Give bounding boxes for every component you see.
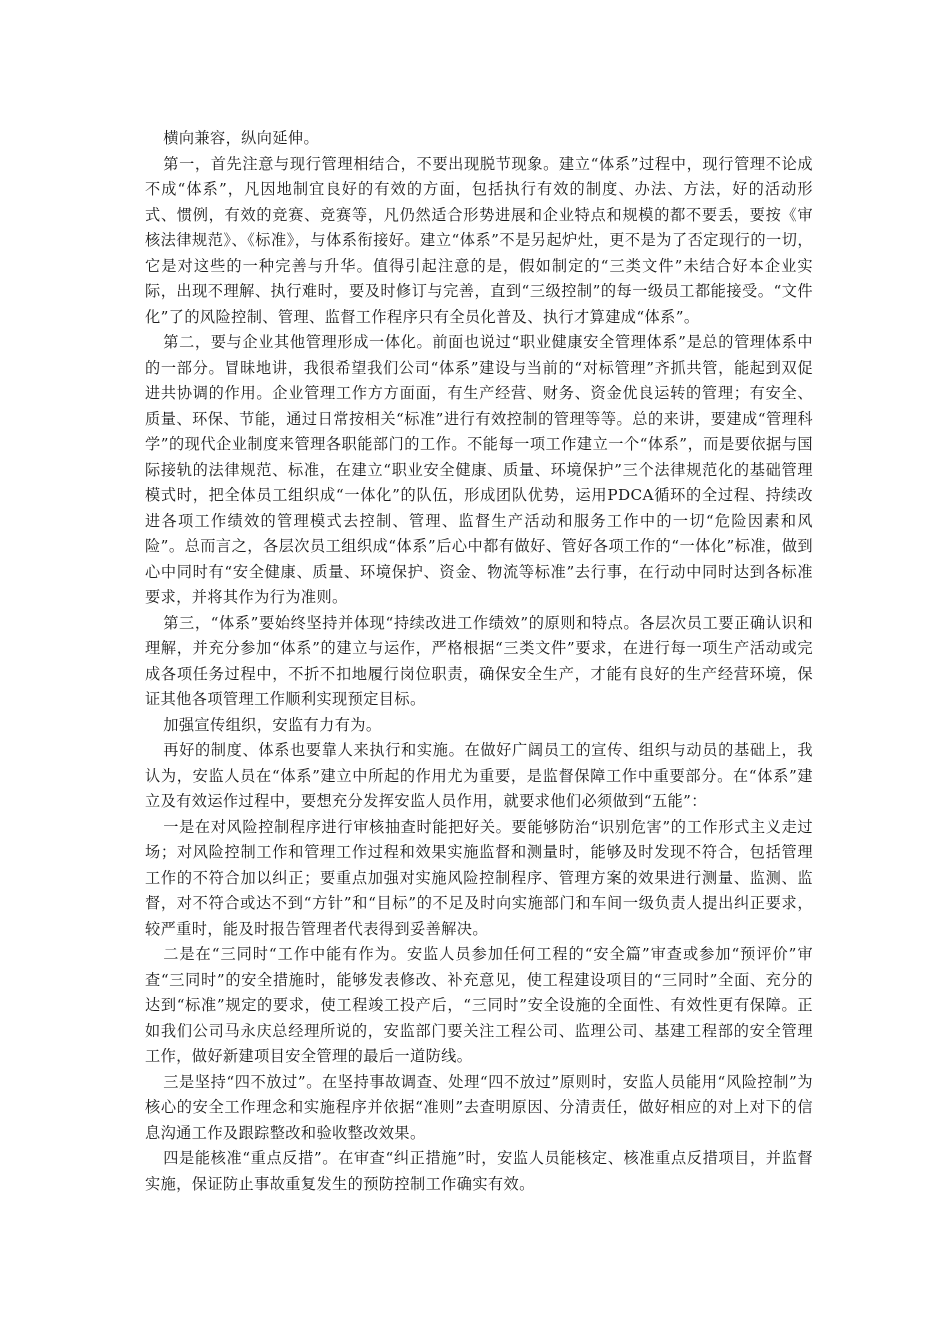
paragraph-first: 第一，首先注意与现行管理相结合，不要出现脱节现象。建立“体系”过程中，现行管理不论成不成“体系”，凡因地制宜良好的有效的方面，包括执行有效的制度、办法、方法，好的活动形式、惯例，有效的竞赛、竞赛等，凡仍然适合形势进展和企业特点和规模的都不要丢，要按《审核法律规范》、《标准》，与体系衔接好。建立“体系”不是另起炉灶，更不是为了否定现行的一切，它是对这些的一种完善与升华。值得引起注意的是，假如制定的“三类文件”未结合好本企业实际，出现不理解、执行难时，要及时修订与完善，直到“三级控制”的每一级员工都能接受。“文件化”了的风险控制、管理、监督工作程序只有全员化普及、执行才算建成“体系”。 xyxy=(145,154,813,326)
paragraph-intro: 横向兼容，纵向延伸。 xyxy=(163,129,320,147)
paragraph-ability-two: 二是在“三同时“工作中能有作为。安监人员参加任何工程的“安全篇”审查或参加“预评价”审查“三同时”的安全措施时，能够发表修改、补充意见，使工程建设项目的“三同时”全面、充分的达到“标准”规定的要求，使工程竣工投产后，“三同时”安全设施的全面性、有效性更有保障。正如我们公司马永庆总经理所说的，安监部门要关注工程公司、监理公司、基建工程部的安全管理工作，做好新建项目安全管理的最后一道防线。 xyxy=(145,945,813,1065)
paragraph-ability-one: 一是在对风险控制程序进行审核抽查时能把好关。要能够防治“识别危害”的工作形式主义走过场；对风险控制工作和管理工作过程和效果实施监督和测量时，能够及时发现不符合，包括管理工作的不符合加以纠正；要重点加强对实施风险控制程序、管理方案的效果进行测量、监测、监督，对不符合或达不到“方针”和“目标”的不足及时向实施部门和车间一级负责人提出纠正要求，较严重时，能及时报告管理者代表得到妥善解决。 xyxy=(145,817,813,938)
paragraph-five-abilities: 再好的制度、体系也要靠人来执行和实施。在做好广阔员工的宣传、组织与动员的基础上，我认为，安监人员在“体系”建立中所起的作用尤为重要，是监督保障工作中重要部分。在“体系”建立及有效运作过程中，要想充分发挥安监人员作用，就要求他们必须做到“五能”： xyxy=(145,741,813,810)
paragraph-third: 第三，“体系”要始终坚持并体现“持续改进工作绩效”的原则和特点。各层次员工要正确认识和理解，并充分参加“体系”的建立与运作，严格根据“三类文件”要求，在进行每一项生产活动或完成各项任务过程中，不折不扣地履行岗位职责，确保安全生产，才能有良好的生产经营环境，保证其他各项管理工作顺利实现预定目标。 xyxy=(145,613,813,708)
document-body xyxy=(145,126,813,1197)
paragraph-second: 第二，要与企业其他管理形成一体化。前面也说过“职业健康安全管理体系”是总的管理体系中的一部分。冒昧地讲，我很希望我们公司“体系”建设与当前的“对标管理”齐抓共管，能起到双促进共协调的作用。企业管理工作方方面面，有生产经营、财务、资金优良运转的管理；有安全、质量、环保、节能，通过日常按相关“标准”进行有效控制的管理等等。总的来讲，要建成“管理科学”的现代企业制度来管理各职能部门的工作。不能每一项工作建立一个“体系”，而是要依据与国际接轨的法律规范、标准，在建立“职业安全健康、质量、环境保护”三个法律规范化的基础管理模式时，把全体员工组织成“一体化”的队伍，形成团队优势，运用PDCA循环的全过程、持续改进各项工作绩效的管理模式去控制、管理、监督生产活动和服务工作中的一切“危险因素和风险”。总而言之，各层次员工组织成“体系”后心中都有做好、管好各项工作的“一体化”标准，做到心中同时有“安全健康、质量、环境保护、资金、物流等标准”去行事，在行动中同时达到各标准要求，并将其作为行为准则。 xyxy=(145,333,813,606)
section-heading: 加强宣传组织，安监有力有为。 xyxy=(163,715,382,734)
paragraph-ability-four: 四是能核准“重点反措”。在审查“纠正措施”时，安监人员能核定、核准重点反措项目，并监督实施，保证防止事故重复发生的预防控制工作确实有效。 xyxy=(145,1149,813,1193)
paragraph-ability-three: 三是坚持“四不放过”。在坚持事故调查、处理“四不放过”原则时，安监人员能用“风险控制”为核心的安全工作理念和实施程序并依据“准则”去查明原因、分清责任，做好相应的对上对下的信息沟通工作及跟踪整改和验收整改效果。 xyxy=(145,1072,813,1142)
